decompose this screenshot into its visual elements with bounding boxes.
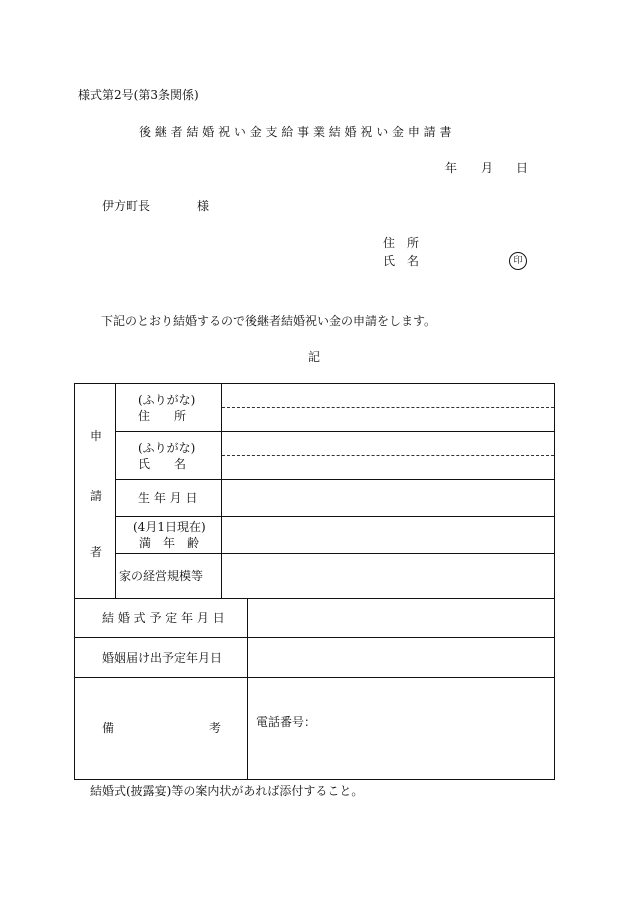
applicant-address-label: 住 所	[383, 236, 420, 250]
date-year: 年	[445, 161, 458, 175]
furigana-separator-name	[222, 455, 554, 456]
remarks-label-right: 考	[209, 721, 222, 735]
row-divider-6	[74, 637, 555, 638]
name-label: 氏 名	[138, 457, 187, 471]
row-divider-7	[74, 677, 555, 678]
remarks-label-left: 備	[102, 721, 115, 735]
ki-heading: 記	[308, 350, 321, 364]
addressee-name: 伊方町長	[102, 199, 151, 213]
seal-mark: 印	[509, 252, 527, 270]
name-furigana-label: (ふりがな)	[138, 441, 196, 455]
table-border-right	[554, 383, 555, 780]
table-border-left	[74, 383, 75, 780]
address-furigana-label: (ふりがな)	[138, 393, 196, 407]
age-note-label: (4月1日現在)	[133, 520, 206, 534]
divider-label-col	[221, 383, 222, 598]
row-divider-5	[74, 598, 555, 599]
phone-label: 電話番号：	[256, 715, 317, 729]
wedding-date-label: 結 婚 式 予 定 年 月 日	[102, 611, 225, 625]
table-border-top	[74, 383, 555, 384]
address-label: 住 所	[138, 409, 187, 423]
row-divider-4	[115, 553, 555, 554]
applicant-vertical-3: 者	[90, 545, 103, 559]
row-divider-2	[115, 479, 555, 480]
form-title: 後 継 者 結 婚 祝 い 金 支 給 事 業 結 婚 祝 い 金 申 請 書	[139, 125, 452, 139]
business-scale-label: 家の経営規模等	[119, 569, 204, 583]
divider-applicant-col	[115, 383, 116, 598]
applicant-name-label: 氏 名	[383, 254, 420, 268]
date-month: 月	[481, 161, 494, 175]
footer-note: 結婚式(披露宴)等の案内状があれば添付すること。	[90, 784, 364, 798]
table-border-bottom	[74, 779, 555, 780]
body-text: 下記のとおり結婚するので後継者結婚祝い金の申請をします。	[101, 314, 437, 328]
row-divider-3	[115, 516, 555, 517]
age-label: 満 年 齢	[139, 536, 200, 550]
registration-date-label: 婚姻届け出予定年月日	[102, 651, 223, 665]
applicant-vertical-1: 申	[90, 429, 103, 443]
birthdate-label: 生 年 月 日	[138, 491, 198, 505]
form-number: 様式第2号(第3条関係)	[78, 88, 199, 102]
applicant-vertical-2: 請	[90, 489, 103, 503]
row-divider-1	[115, 431, 555, 432]
date-day: 日	[516, 161, 529, 175]
divider-lower-col	[247, 598, 248, 780]
furigana-separator-address	[222, 407, 554, 408]
addressee-honorific: 様	[197, 199, 210, 213]
